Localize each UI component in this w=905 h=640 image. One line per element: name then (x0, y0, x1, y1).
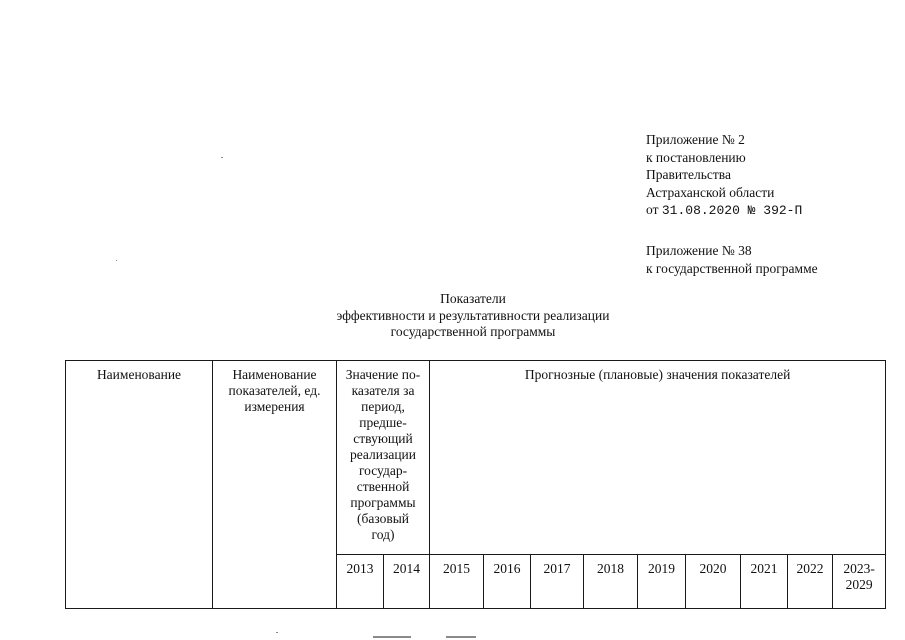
document-title (0, 291, 905, 341)
indicators-table (65, 360, 886, 609)
appendix-2-resolution-line: к постановлению (646, 149, 746, 165)
header-base-line: ствующий (353, 431, 413, 446)
year-cell: 2019 (638, 555, 686, 609)
scan-speck (221, 157, 223, 158)
appendix-2-line: Приложение № 2 (646, 132, 745, 147)
year-cell-last (833, 555, 886, 609)
header-row (66, 361, 886, 555)
header-indicator-line: измерения (244, 399, 305, 414)
appendix-38-program-line: к государственной программе (646, 260, 818, 276)
year-cell: 2022 (788, 555, 833, 609)
appendix-2-government-line: Правительства (646, 167, 731, 182)
appendix-38-line: Приложение № 38 (646, 243, 752, 258)
header-name-cell (66, 361, 213, 609)
header-base-line: программы (350, 495, 416, 510)
header-indicator-line: показателей, ед. (228, 383, 321, 398)
scan-speck (373, 636, 411, 638)
header-base-line: (базовый (356, 511, 410, 526)
header-base-line: государ- (358, 463, 408, 478)
year-cell: 2014 (384, 555, 430, 609)
header-base-line: Значение по- (345, 367, 421, 382)
year-cell: 2020 (686, 555, 741, 609)
scan-speck (446, 636, 476, 638)
header-forecast-cell (430, 361, 886, 555)
date-prefix: от (646, 202, 659, 217)
header-base-line: ственной (356, 479, 410, 494)
header-base-line: год) (371, 527, 395, 542)
year-last-line: 2023- (843, 561, 875, 576)
scan-speck (276, 632, 278, 633)
header-base-line: реализации (350, 447, 416, 462)
appendix-2-region-line: Астраханской области (646, 184, 775, 200)
date-number-stamp: 31.08.2020 № 392-П (661, 203, 803, 218)
title-line-1: Показатели (440, 291, 506, 306)
title-line-3: государственной программы (390, 324, 556, 339)
header-base-period-cell (337, 361, 430, 555)
appendix-2-date-line (646, 201, 802, 220)
header-base-line: казателя за (351, 383, 415, 398)
header-forecast: Прогнозные (плановые) значения показателей (524, 367, 791, 382)
scan-speck (116, 260, 117, 261)
year-last-line: 2029 (845, 577, 873, 592)
year-cell: 2015 (430, 555, 484, 609)
header-indicator-line: Наименование (232, 367, 317, 382)
year-cell: 2017 (531, 555, 584, 609)
header-indicator-cell (213, 361, 337, 609)
year-cell: 2013 (337, 555, 384, 609)
year-cell: 2018 (584, 555, 638, 609)
header-base-line: предше- (359, 415, 407, 430)
appendix-2-block (646, 131, 802, 220)
year-cell: 2021 (741, 555, 788, 609)
title-line-2: эффективности и результативности реализации (336, 307, 610, 323)
header-base-line: период, (361, 399, 405, 414)
appendix-38-block (646, 242, 818, 277)
header-name: Наименование (96, 367, 182, 382)
year-cell: 2016 (484, 555, 531, 609)
